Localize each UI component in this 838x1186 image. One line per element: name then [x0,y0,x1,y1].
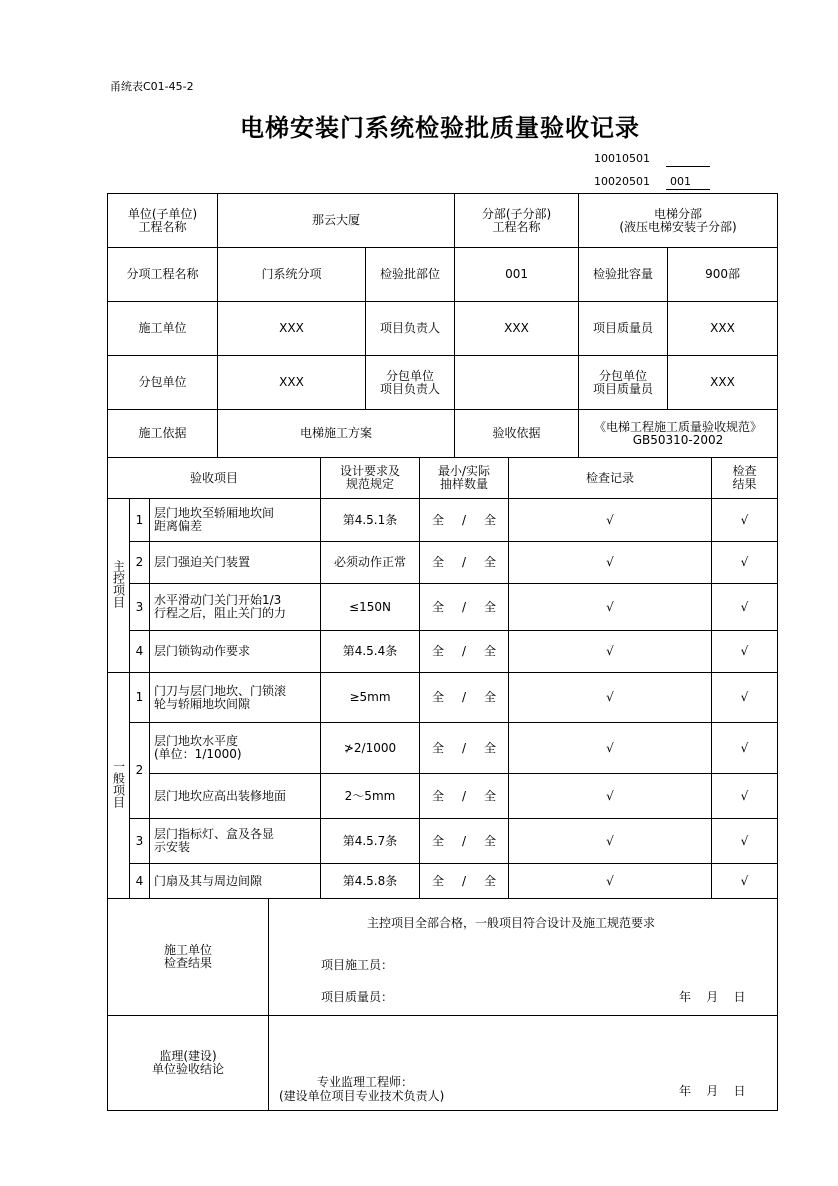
item-no: 3 [130,819,150,864]
item-name-line1: 层门锁钩动作要求 [154,644,251,658]
check-qm-label: 项目质量员： [321,990,394,1004]
group-main [108,499,130,673]
samp-act: 全 [483,873,496,888]
samp-sep: / [461,740,467,755]
samp-sep: / [461,599,467,614]
header-result [712,458,778,499]
supervision-label-line1: 监理(建设) [159,1049,217,1063]
item-name [150,774,321,819]
item-samp [420,499,509,542]
item-samp [420,819,509,864]
table-row [108,864,778,899]
header-samp [420,458,509,499]
item-name [150,631,321,673]
samp-act: 全 [483,599,496,614]
part-value: 001 [455,248,579,302]
engineer-label: 专业监理工程师： [317,1075,414,1089]
item-no: 2 [130,723,150,819]
samp-act: 全 [483,740,496,755]
item-result: √ [712,774,778,819]
header-record: 检查记录 [509,458,712,499]
samp-min: 全 [431,740,444,755]
acc-value-line2: GB50310-2002 [632,432,724,447]
item-record: √ [509,774,712,819]
item-name-line2: 示安装 [154,840,191,854]
table-row [108,499,778,542]
supervision-content [269,1016,778,1111]
table-row [108,542,778,584]
unit-label-line1: 单位(子单位) [127,206,198,221]
sub-label-line2: 工程名称 [492,219,541,234]
cap-value: 900部 [668,248,778,302]
sub-value-line2: (液压电梯安装子分部) [619,219,737,234]
unit-label-line2: 工程名称 [138,219,187,234]
item-result: √ [712,631,778,673]
item-req: 第4.5.8条 [321,864,420,899]
item-name-line1: 层门强迫关门装置 [154,555,251,569]
samp-act: 全 [483,644,496,658]
item-no: 2 [130,542,150,584]
header-samp-line1: 最小/实际 [437,464,491,478]
item-samp [420,774,509,819]
samp-sep: / [461,555,467,569]
item-name [150,584,321,631]
subpm-label [366,356,455,410]
check-date: 年 月 日 [679,990,746,1004]
basis-value: 电梯施工方案 [218,410,455,458]
samp-act: 全 [483,833,496,848]
item-name-line2: 行程之后，阻止关门的力 [154,606,287,620]
item-no: 4 [130,864,150,899]
item-samp [420,673,509,723]
qm-label: 项目质量员 [579,302,668,356]
sub-value [579,194,778,248]
header-samp-line2: 抽样数量 [439,477,488,491]
samp-min: 全 [431,788,444,803]
samp-min: 全 [431,644,444,658]
item-result: √ [712,723,778,774]
item-name-line1: 层门地坎水平度 [154,734,239,748]
cap-label: 检验批容量 [579,248,668,302]
item-label: 分项工程名称 [108,248,218,302]
samp-sep: / [461,788,467,803]
item-req: 2～5mm [321,774,420,819]
item-name [150,864,321,899]
samp-sep: / [461,512,467,527]
item-no: 1 [130,673,150,723]
supervision-date: 年 月 日 [679,1084,746,1098]
samp-min: 全 [431,599,444,614]
header-result-line1: 检查 [732,464,757,478]
item-name [150,673,321,723]
check-label-line2: 检查结果 [163,956,212,970]
samp-min: 全 [431,833,444,848]
item-record: √ [509,499,712,542]
check-conclusion: 主控项目全部合格，一般项目符合设计及施工规范要求 [367,916,656,930]
header-req-line1: 设计要求及 [339,464,400,478]
item-name-line1: 层门地坎应高出装修地面 [154,788,287,803]
header-item: 验收项目 [108,458,321,499]
table-row [108,584,778,631]
item-result: √ [712,499,778,542]
basis-label: 施工依据 [108,410,218,458]
item-name-line1: 层门地坎至轿厢地坎间 [154,506,275,520]
unit-value: 那云大厦 [218,194,455,248]
code-2: 10020501 [594,175,650,188]
subqm-value: XXX [668,356,778,410]
subqm-label-line1: 分包单位 [599,368,648,383]
item-name-line1: 门扇及其与周边间隙 [154,873,263,888]
item-record: √ [509,542,712,584]
item-req: 必须动作正常 [321,542,420,584]
item-name-line1: 层门指标灯、盒及各显 [154,827,275,841]
item-result: √ [712,819,778,864]
pm-value: XXX [455,302,579,356]
subqm-label [579,356,668,410]
page-title: 电梯安装门系统检验批质量验收记录 [240,114,640,142]
worker-label: 项目施工员： [321,958,394,972]
item-samp [420,542,509,584]
item-no: 3 [130,584,150,631]
item-name-line1: 门刀与层门地坎、门锁滚 [154,683,287,698]
item-record: √ [509,819,712,864]
samp-sep: / [461,690,467,704]
subpm-label-line2: 项目负责人 [380,381,441,396]
item-name [150,542,321,584]
item-name [150,723,321,774]
form-number: 甬统表C01-45-2 [110,80,194,93]
info-table [107,193,778,458]
supervision-label [108,1016,269,1111]
group-main-label: 主控项目 [111,560,126,608]
item-result: √ [712,584,778,631]
unit-label [108,194,218,248]
samp-sep: / [461,873,467,888]
check-label [108,899,269,1016]
item-samp [420,864,509,899]
table-row [108,819,778,864]
con-label: 施工单位 [108,302,218,356]
samp-act: 全 [483,555,496,569]
con-value: XXX [218,302,366,356]
samp-sep: / [461,644,467,658]
engineer-label-2: (建设单位项目专业技术负责人) [279,1089,445,1103]
code-1: 10010501 [594,152,650,165]
item-no: 1 [130,499,150,542]
supervision-label-line2: 单位验收结论 [151,1062,224,1076]
item-record: √ [509,723,712,774]
group-general-label: 一般项目 [111,760,126,808]
item-req: 第4.5.4条 [321,631,420,673]
check-content [269,899,778,1016]
item-samp [420,584,509,631]
item-record: √ [509,673,712,723]
header-result-line2: 结果 [732,477,757,491]
item-samp [420,723,509,774]
acc-value [579,410,778,458]
table-row [108,774,778,819]
subcon-label: 分包单位 [108,356,218,410]
items-table [107,457,778,899]
item-samp [420,631,509,673]
samp-min: 全 [431,690,444,704]
subcon-value: XXX [218,356,366,410]
pm-label: 项目负责人 [366,302,455,356]
subqm-label-line2: 项目质量员 [593,381,654,396]
acc-value-line1: 《电梯工程施工质量验收规范》 [594,419,763,434]
item-record: √ [509,584,712,631]
item-req: ≯2/1000 [321,723,420,774]
group-general [108,673,130,899]
samp-sep: / [461,833,467,848]
samp-act: 全 [483,690,496,704]
samp-min: 全 [431,873,444,888]
code-2-value: 001 [666,175,710,190]
header-req [321,458,420,499]
item-name [150,499,321,542]
item-name-line2: (单位：1/1000) [154,747,242,761]
item-name [150,819,321,864]
qm-value: XXX [668,302,778,356]
item-no: 4 [130,631,150,673]
item-result: √ [712,864,778,899]
acc-label: 验收依据 [455,410,579,458]
signoff-table [107,898,778,1111]
table-row [108,631,778,673]
item-record: √ [509,864,712,899]
item-result: √ [712,673,778,723]
item-req: 第4.5.1条 [321,499,420,542]
item-name-line1: 水平滑动门关门开始1/3 [154,593,282,607]
item-req: 第4.5.7条 [321,819,420,864]
sub-value-line1: 电梯分部 [654,206,703,221]
header-req-line2: 规范规定 [345,477,394,491]
subpm-label-line1: 分包单位 [386,368,435,383]
item-result: √ [712,542,778,584]
table-row [108,673,778,723]
sub-label [455,194,579,248]
samp-min: 全 [431,555,444,569]
item-name-line2: 轮与轿厢地坎间隙 [154,696,251,711]
item-req: ≤150N [321,584,420,631]
check-label-line1: 施工单位 [163,943,212,957]
samp-min: 全 [431,512,444,527]
item-req: ≥5mm [321,673,420,723]
part-label: 检验批部位 [366,248,455,302]
code-1-value [666,152,710,167]
table-row [108,723,778,774]
samp-act: 全 [483,512,496,527]
item-value: 门系统分项 [218,248,366,302]
sub-label-line1: 分部(子分部) [481,206,552,221]
samp-act: 全 [483,788,496,803]
subpm-value [455,356,579,410]
item-name-line2: 距离偏差 [154,519,203,533]
item-record: √ [509,631,712,673]
